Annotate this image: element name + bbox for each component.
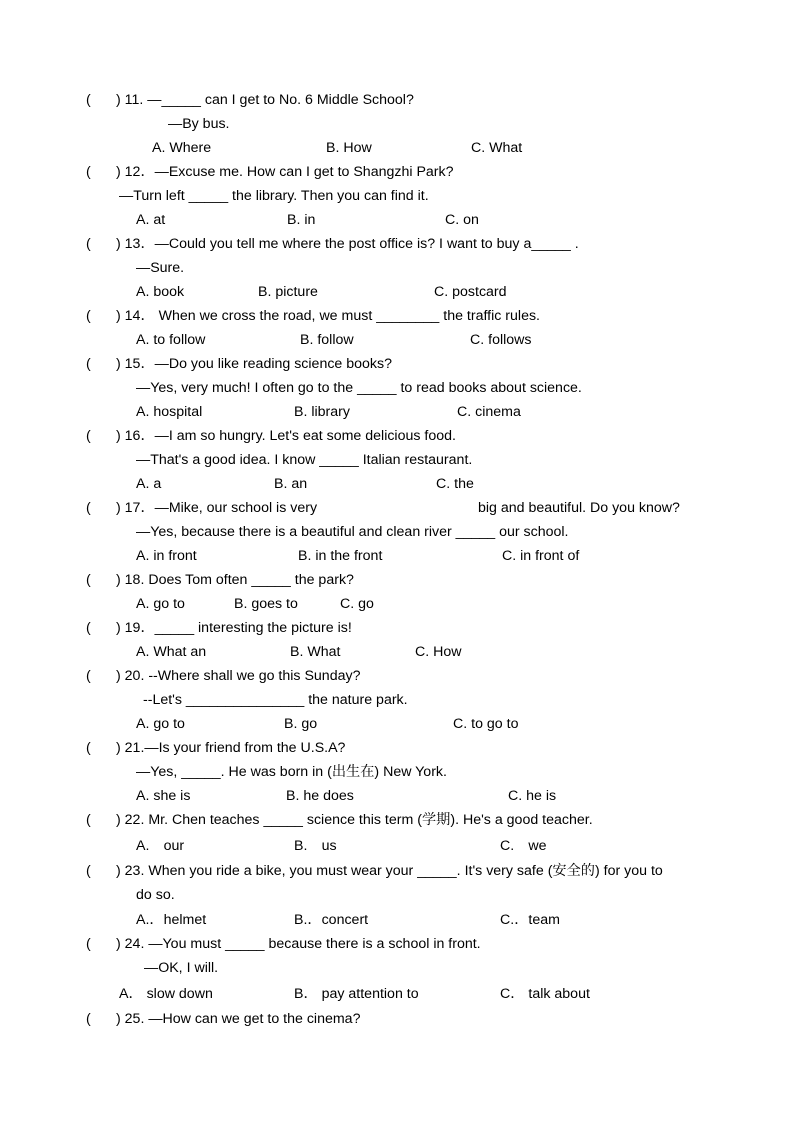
answer-paren: ( bbox=[86, 668, 91, 684]
question-subline: —Sure. bbox=[136, 260, 185, 276]
option-a: A. a bbox=[136, 476, 162, 492]
question-subline: —That's a good idea. I know _____ Italian restaurant. bbox=[136, 452, 473, 468]
answer-paren: ( bbox=[86, 428, 91, 444]
option-c: C. postcard bbox=[434, 284, 507, 300]
option-a: A. she is bbox=[136, 788, 191, 804]
question-stem: ) 21.—Is your friend from the U.S.A? bbox=[116, 740, 346, 756]
question-stem: ) 16．—I am so hungry. Let's eat some delicious food. bbox=[116, 428, 456, 444]
question-subline: —Yes, very much! I often go to the _____ to read books about science. bbox=[136, 380, 582, 396]
answer-paren: ( bbox=[86, 936, 91, 952]
option-b: B. picture bbox=[258, 284, 318, 300]
option-b: B. in bbox=[287, 212, 316, 228]
option-c: C. he is bbox=[508, 788, 557, 804]
option-c: C. What bbox=[471, 140, 523, 156]
option-b: B. follow bbox=[300, 332, 354, 348]
option-a: A． slow down bbox=[119, 986, 213, 1002]
question-stem-continued: big and beautiful. Do you know? bbox=[478, 500, 680, 516]
option-c: C． talk about bbox=[500, 986, 590, 1002]
answer-paren: ( bbox=[86, 740, 91, 756]
option-b: B. goes to bbox=[234, 596, 298, 612]
option-a: A. What an bbox=[136, 644, 207, 660]
option-c: C. go bbox=[340, 596, 374, 612]
question-subline: —By bus. bbox=[168, 116, 230, 132]
question-stem: ) 12．—Excuse me. How can I get to Shangzhi Park? bbox=[116, 164, 454, 180]
option-b: B.．concert bbox=[294, 912, 369, 928]
answer-paren: ( bbox=[86, 308, 91, 324]
option-a: A. book bbox=[136, 284, 185, 300]
option-c: C. to go to bbox=[453, 716, 519, 732]
option-b: B. he does bbox=[286, 788, 354, 804]
question-stem: ) 19．_____ interesting the picture is! bbox=[116, 620, 352, 636]
question-subline: do so. bbox=[136, 887, 175, 903]
option-c: C. How bbox=[415, 644, 462, 660]
question-stem: ) 13．—Could you tell me where the post office is? I want to buy a_____ . bbox=[116, 236, 579, 252]
option-a: A. in front bbox=[136, 548, 197, 564]
option-a: A. hospital bbox=[136, 404, 203, 420]
option-a: A. at bbox=[136, 212, 166, 228]
option-a: A. go to bbox=[136, 596, 185, 612]
question-stem: ) 23. When you ride a bike, you must wear your _____. It's very safe (安全的) for you to bbox=[116, 863, 663, 879]
option-b: B. in the front bbox=[298, 548, 383, 564]
option-c: C. we bbox=[500, 838, 547, 854]
option-c: C. in front of bbox=[502, 548, 580, 564]
answer-paren: ( bbox=[86, 164, 91, 180]
option-c: C.．team bbox=[500, 912, 560, 928]
option-c: C. on bbox=[445, 212, 479, 228]
answer-paren: ( bbox=[86, 236, 91, 252]
answer-paren: ( bbox=[86, 356, 91, 372]
question-subline: —Yes, because there is a beautiful and clean river _____ our school. bbox=[136, 524, 569, 540]
option-b: B. How bbox=[326, 140, 372, 156]
option-a: A. our bbox=[136, 838, 185, 854]
question-stem: ) 25. —How can we get to the cinema? bbox=[116, 1011, 361, 1027]
option-b: B. an bbox=[274, 476, 308, 492]
option-c: C. follows bbox=[470, 332, 532, 348]
answer-paren: ( bbox=[86, 812, 91, 828]
answer-paren: ( bbox=[86, 863, 91, 879]
option-b: B. go bbox=[284, 716, 318, 732]
question-subline: —Turn left _____ the library. Then you can find it. bbox=[119, 188, 429, 204]
option-a: A. Where bbox=[152, 140, 212, 156]
option-b: B. library bbox=[294, 404, 350, 420]
option-b: B． pay attention to bbox=[294, 986, 419, 1002]
question-subline: —OK, I will. bbox=[144, 960, 219, 976]
option-a: A. to follow bbox=[136, 332, 206, 348]
question-stem: ) 11. —_____ can I get to No. 6 Middle School? bbox=[116, 92, 414, 108]
question-subline: —Yes, _____. He was born in (出生在) New York. bbox=[136, 764, 447, 780]
option-a: A. go to bbox=[136, 716, 185, 732]
option-a: A.．helmet bbox=[136, 912, 207, 928]
question-subline: --Let's _______________ the nature park. bbox=[143, 692, 408, 708]
option-c: C. cinema bbox=[457, 404, 521, 420]
question-stem: ) 20. --Where shall we go this Sunday? bbox=[116, 668, 361, 684]
question-stem: ) 24. —You must _____ because there is a school in front. bbox=[116, 936, 481, 952]
answer-paren: ( bbox=[86, 572, 91, 588]
question-stem: ) 14． When we cross the road, we must ________ the traffic rules. bbox=[116, 308, 540, 324]
question-stem: ) 15．—Do you like reading science books? bbox=[116, 356, 393, 372]
question-stem: ) 17．—Mike, our school is very bbox=[116, 500, 318, 516]
answer-paren: ( bbox=[86, 1011, 91, 1027]
question-stem: ) 18. Does Tom often _____ the park? bbox=[116, 572, 354, 588]
answer-paren: ( bbox=[86, 620, 91, 636]
answer-paren: ( bbox=[86, 500, 91, 516]
option-c: C. the bbox=[436, 476, 474, 492]
option-b: B. What bbox=[290, 644, 341, 660]
option-b: B. us bbox=[294, 838, 337, 854]
question-stem: ) 22. Mr. Chen teaches _____ science this term (学期). He's a good teacher. bbox=[116, 812, 593, 828]
answer-paren: ( bbox=[86, 92, 91, 108]
